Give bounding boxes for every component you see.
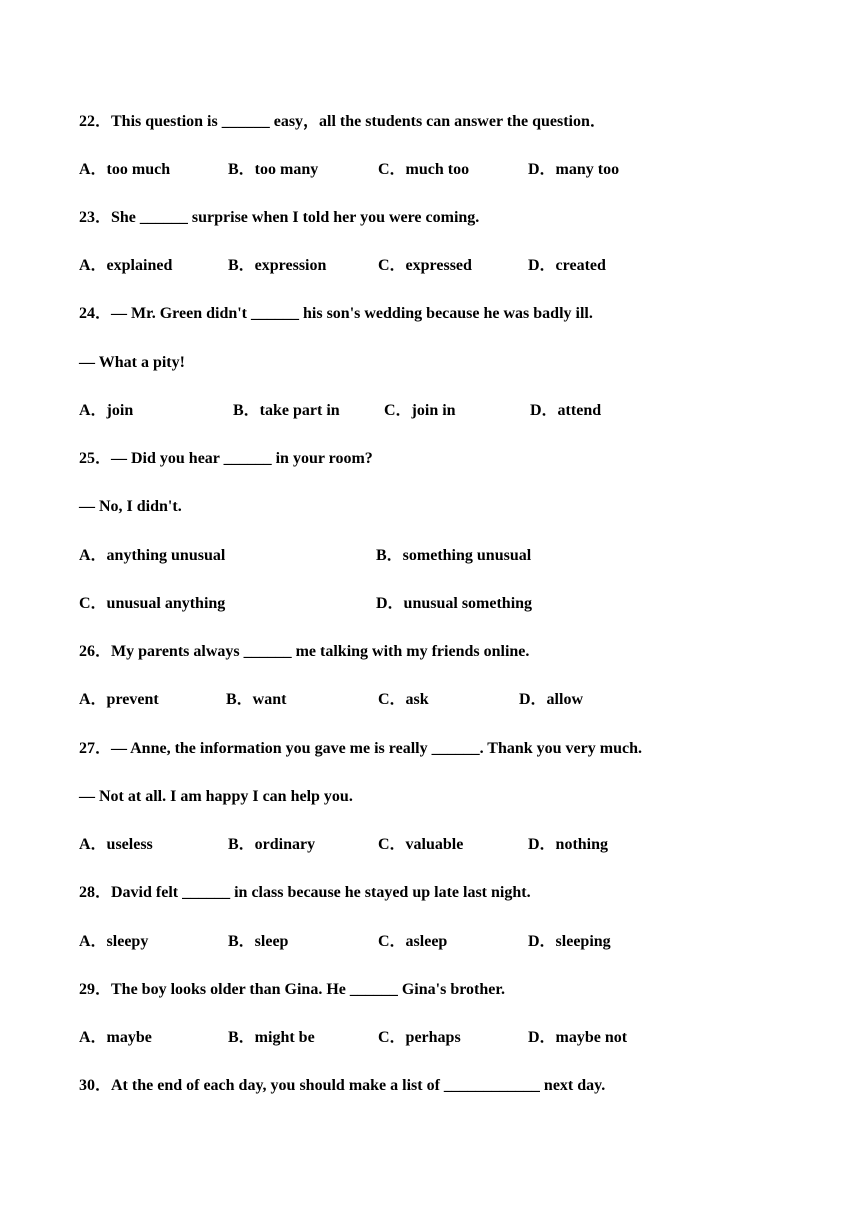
- question-23-option-a: A．explained: [79, 257, 173, 274]
- question-25-reply: — No, I didn't.: [79, 498, 182, 515]
- question-23-option-c: C．expressed: [378, 257, 472, 274]
- question-25-stem: 25．— Did you hear ______ in your room?: [79, 450, 373, 467]
- question-24-reply: — What a pity!: [79, 354, 185, 371]
- question-24-stem: 24．— Mr. Green didn't ______ his son's wedding because he was badly ill.: [79, 305, 593, 322]
- question-28-stem: 28．David felt ______ in class because he stayed up late last night.: [79, 884, 531, 901]
- question-23-option-b: B．expression: [228, 257, 327, 274]
- question-29-stem: 29．The boy looks older than Gina. He ______ Gina's brother.: [79, 981, 505, 998]
- question-22-option-c: C．much too: [378, 161, 470, 178]
- question-26-option-c: C．ask: [378, 691, 429, 708]
- question-29-option-c: C．perhaps: [378, 1029, 461, 1046]
- question-27-option-a: A．useless: [79, 836, 153, 853]
- question-23-stem: 23．She ______ surprise when I told her you were coming.: [79, 209, 480, 226]
- question-27-option-b: B．ordinary: [228, 836, 316, 853]
- question-25-option-b: B．something unusual: [376, 547, 532, 564]
- question-29-option-a: A．maybe: [79, 1029, 152, 1046]
- question-22-option-a: A．too much: [79, 161, 171, 178]
- question-27-reply: — Not at all. I am happy I can help you.: [79, 788, 353, 805]
- question-26-option-d: D．allow: [519, 691, 584, 708]
- question-28-option-c: C．asleep: [378, 933, 448, 950]
- question-25-option-c: C．unusual anything: [79, 595, 226, 612]
- question-28-option-a: A．sleepy: [79, 933, 149, 950]
- question-28-option-b: B．sleep: [228, 933, 289, 950]
- question-26-option-b: B．want: [226, 691, 287, 708]
- question-24-option-d: D．attend: [530, 402, 602, 419]
- question-26-stem: 26．My parents always ______ me talking with my friends online.: [79, 643, 530, 660]
- question-28-option-d: D．sleeping: [528, 933, 611, 950]
- question-26-option-a: A．prevent: [79, 691, 159, 708]
- question-27-option-c: C．valuable: [378, 836, 464, 853]
- question-23-option-d: D．created: [528, 257, 606, 274]
- question-24-option-a: A．join: [79, 402, 134, 419]
- question-25-option-a: A．anything unusual: [79, 547, 226, 564]
- question-27-stem: 27．— Anne, the information you gave me is really ______. Thank you very much.: [79, 740, 642, 757]
- question-24-option-c: C．join in: [384, 402, 456, 419]
- question-27-option-d: D．nothing: [528, 836, 609, 853]
- question-22-option-d: D．many too: [528, 161, 620, 178]
- question-22-option-b: B．too many: [228, 161, 319, 178]
- question-25-option-d: D．unusual something: [376, 595, 533, 612]
- question-22-stem: 22．This question is ______ easy，all the students can answer the question．: [79, 113, 606, 130]
- question-24-option-b: B．take part in: [233, 402, 340, 419]
- question-29-option-b: B．might be: [228, 1029, 315, 1046]
- question-29-option-d: D．maybe not: [528, 1029, 628, 1046]
- question-30-stem: 30．At the end of each day, you should make a list of ____________ next day.: [79, 1077, 606, 1094]
